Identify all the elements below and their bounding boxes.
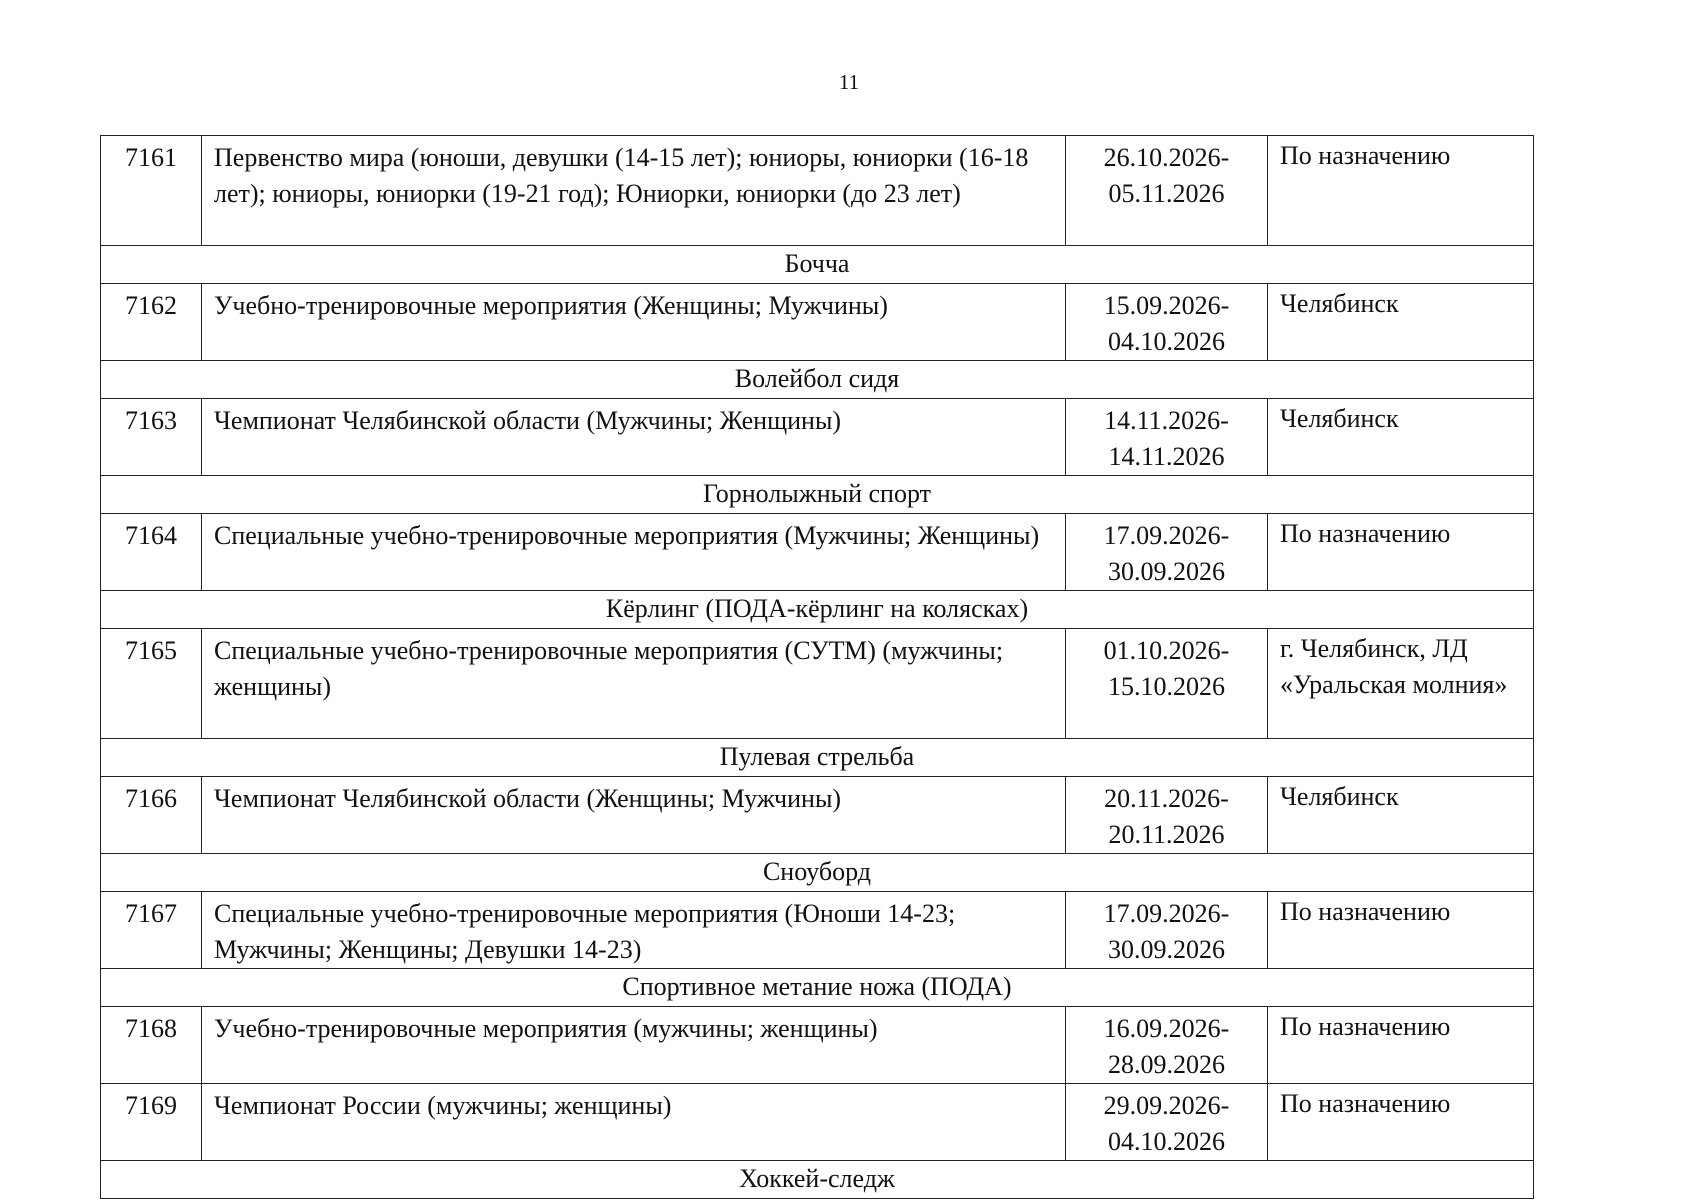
event-dates [1066,136,1268,246]
date-end: 05.11.2026 [1108,179,1225,208]
event-number: 7163 [101,399,202,476]
event-place: Челябинск [1268,284,1534,361]
event-description: Специальные учебно-тренировочные мероприятия (Мужчины; Женщины) [202,514,1066,591]
section-title: Волейбол сидя [101,361,1534,399]
table-row [101,1084,1534,1161]
date-end: 14.11.2026 [1108,442,1225,471]
date-end: 30.09.2026 [1108,557,1225,586]
table-row [101,1007,1534,1084]
event-place: По назначению [1268,1007,1534,1084]
section-row [101,1161,1534,1199]
event-number: 7166 [101,777,202,854]
event-place: Челябинск [1268,777,1534,854]
table-row [101,399,1534,476]
section-title: Спортивное метание ножа (ПОДА) [101,969,1534,1007]
date-start: 17.09.2026- [1103,521,1230,550]
table-row [101,629,1534,739]
date-end: 30.09.2026 [1108,935,1225,964]
date-start: 26.10.2026- [1103,143,1230,172]
date-end: 20.11.2026 [1108,820,1225,849]
date-end: 15.10.2026 [1108,672,1225,701]
event-description: Специальные учебно-тренировочные мероприятия (Юноши 14-23; Мужчины; Женщины; Девушки 14-23) [202,892,1066,969]
event-description: Специальные учебно-тренировочные мероприятия (СУТМ) (мужчины; женщины) [202,629,1066,739]
event-number: 7164 [101,514,202,591]
event-number: 7165 [101,629,202,739]
date-start: 17.09.2026- [1103,899,1230,928]
event-description: Учебно-тренировочные мероприятия (мужчины; женщины) [202,1007,1066,1084]
event-place: По назначению [1268,1084,1534,1161]
table-row [101,777,1534,854]
date-start: 01.10.2026- [1103,636,1230,665]
event-dates [1066,892,1268,969]
event-place: Челябинск [1268,399,1534,476]
event-dates [1066,284,1268,361]
event-description: Чемпионат Челябинской области (Женщины; Мужчины) [202,777,1066,854]
section-title: Пулевая стрельба [101,739,1534,777]
date-start: 16.09.2026- [1103,1014,1230,1043]
section-title: Сноуборд [101,854,1534,892]
section-title: Хоккей-следж [101,1161,1534,1199]
event-dates [1066,399,1268,476]
events-table [100,135,1534,1199]
event-dates [1066,777,1268,854]
section-row [101,739,1534,777]
event-place: По назначению [1268,514,1534,591]
event-number: 7168 [101,1007,202,1084]
date-start: 29.09.2026- [1103,1091,1230,1120]
event-dates [1066,514,1268,591]
section-row [101,969,1534,1007]
date-start: 14.11.2026- [1104,406,1229,435]
section-row [101,854,1534,892]
date-end: 04.10.2026 [1108,1127,1225,1156]
event-dates [1066,1007,1268,1084]
date-end: 04.10.2026 [1108,327,1225,356]
table-row [101,514,1534,591]
table-row [101,136,1534,246]
date-end: 28.09.2026 [1108,1050,1225,1079]
table-row [101,892,1534,969]
section-row [101,476,1534,514]
section-row [101,591,1534,629]
page-number: 11 [838,70,860,94]
event-description: Первенство мира (юноши, девушки (14-15 лет); юниоры, юниорки (16-18 лет); юниоры, юниорки (19-21 год); Юниорки, юниорки (до 23 лет) [202,136,1066,246]
date-start: 15.09.2026- [1103,291,1230,320]
section-title: Кёрлинг (ПОДА-кёрлинг на колясках) [101,591,1534,629]
section-row [101,246,1534,284]
event-place: г. Челябинск, ЛД «Уральская молния» [1268,629,1534,739]
event-place: По назначению [1268,136,1534,246]
section-title: Горнолыжный спорт [101,476,1534,514]
event-dates [1066,1084,1268,1161]
event-number: 7161 [101,136,202,246]
event-number: 7167 [101,892,202,969]
date-start: 20.11.2026- [1104,784,1229,813]
section-row [101,361,1534,399]
section-title: Бочча [101,246,1534,284]
event-number: 7169 [101,1084,202,1161]
event-number: 7162 [101,284,202,361]
event-description: Чемпионат России (мужчины; женщины) [202,1084,1066,1161]
event-dates [1066,629,1268,739]
event-description: Чемпионат Челябинской области (Мужчины; Женщины) [202,399,1066,476]
event-place: По назначению [1268,892,1534,969]
table-row [101,284,1534,361]
event-description: Учебно-тренировочные мероприятия (Женщины; Мужчины) [202,284,1066,361]
